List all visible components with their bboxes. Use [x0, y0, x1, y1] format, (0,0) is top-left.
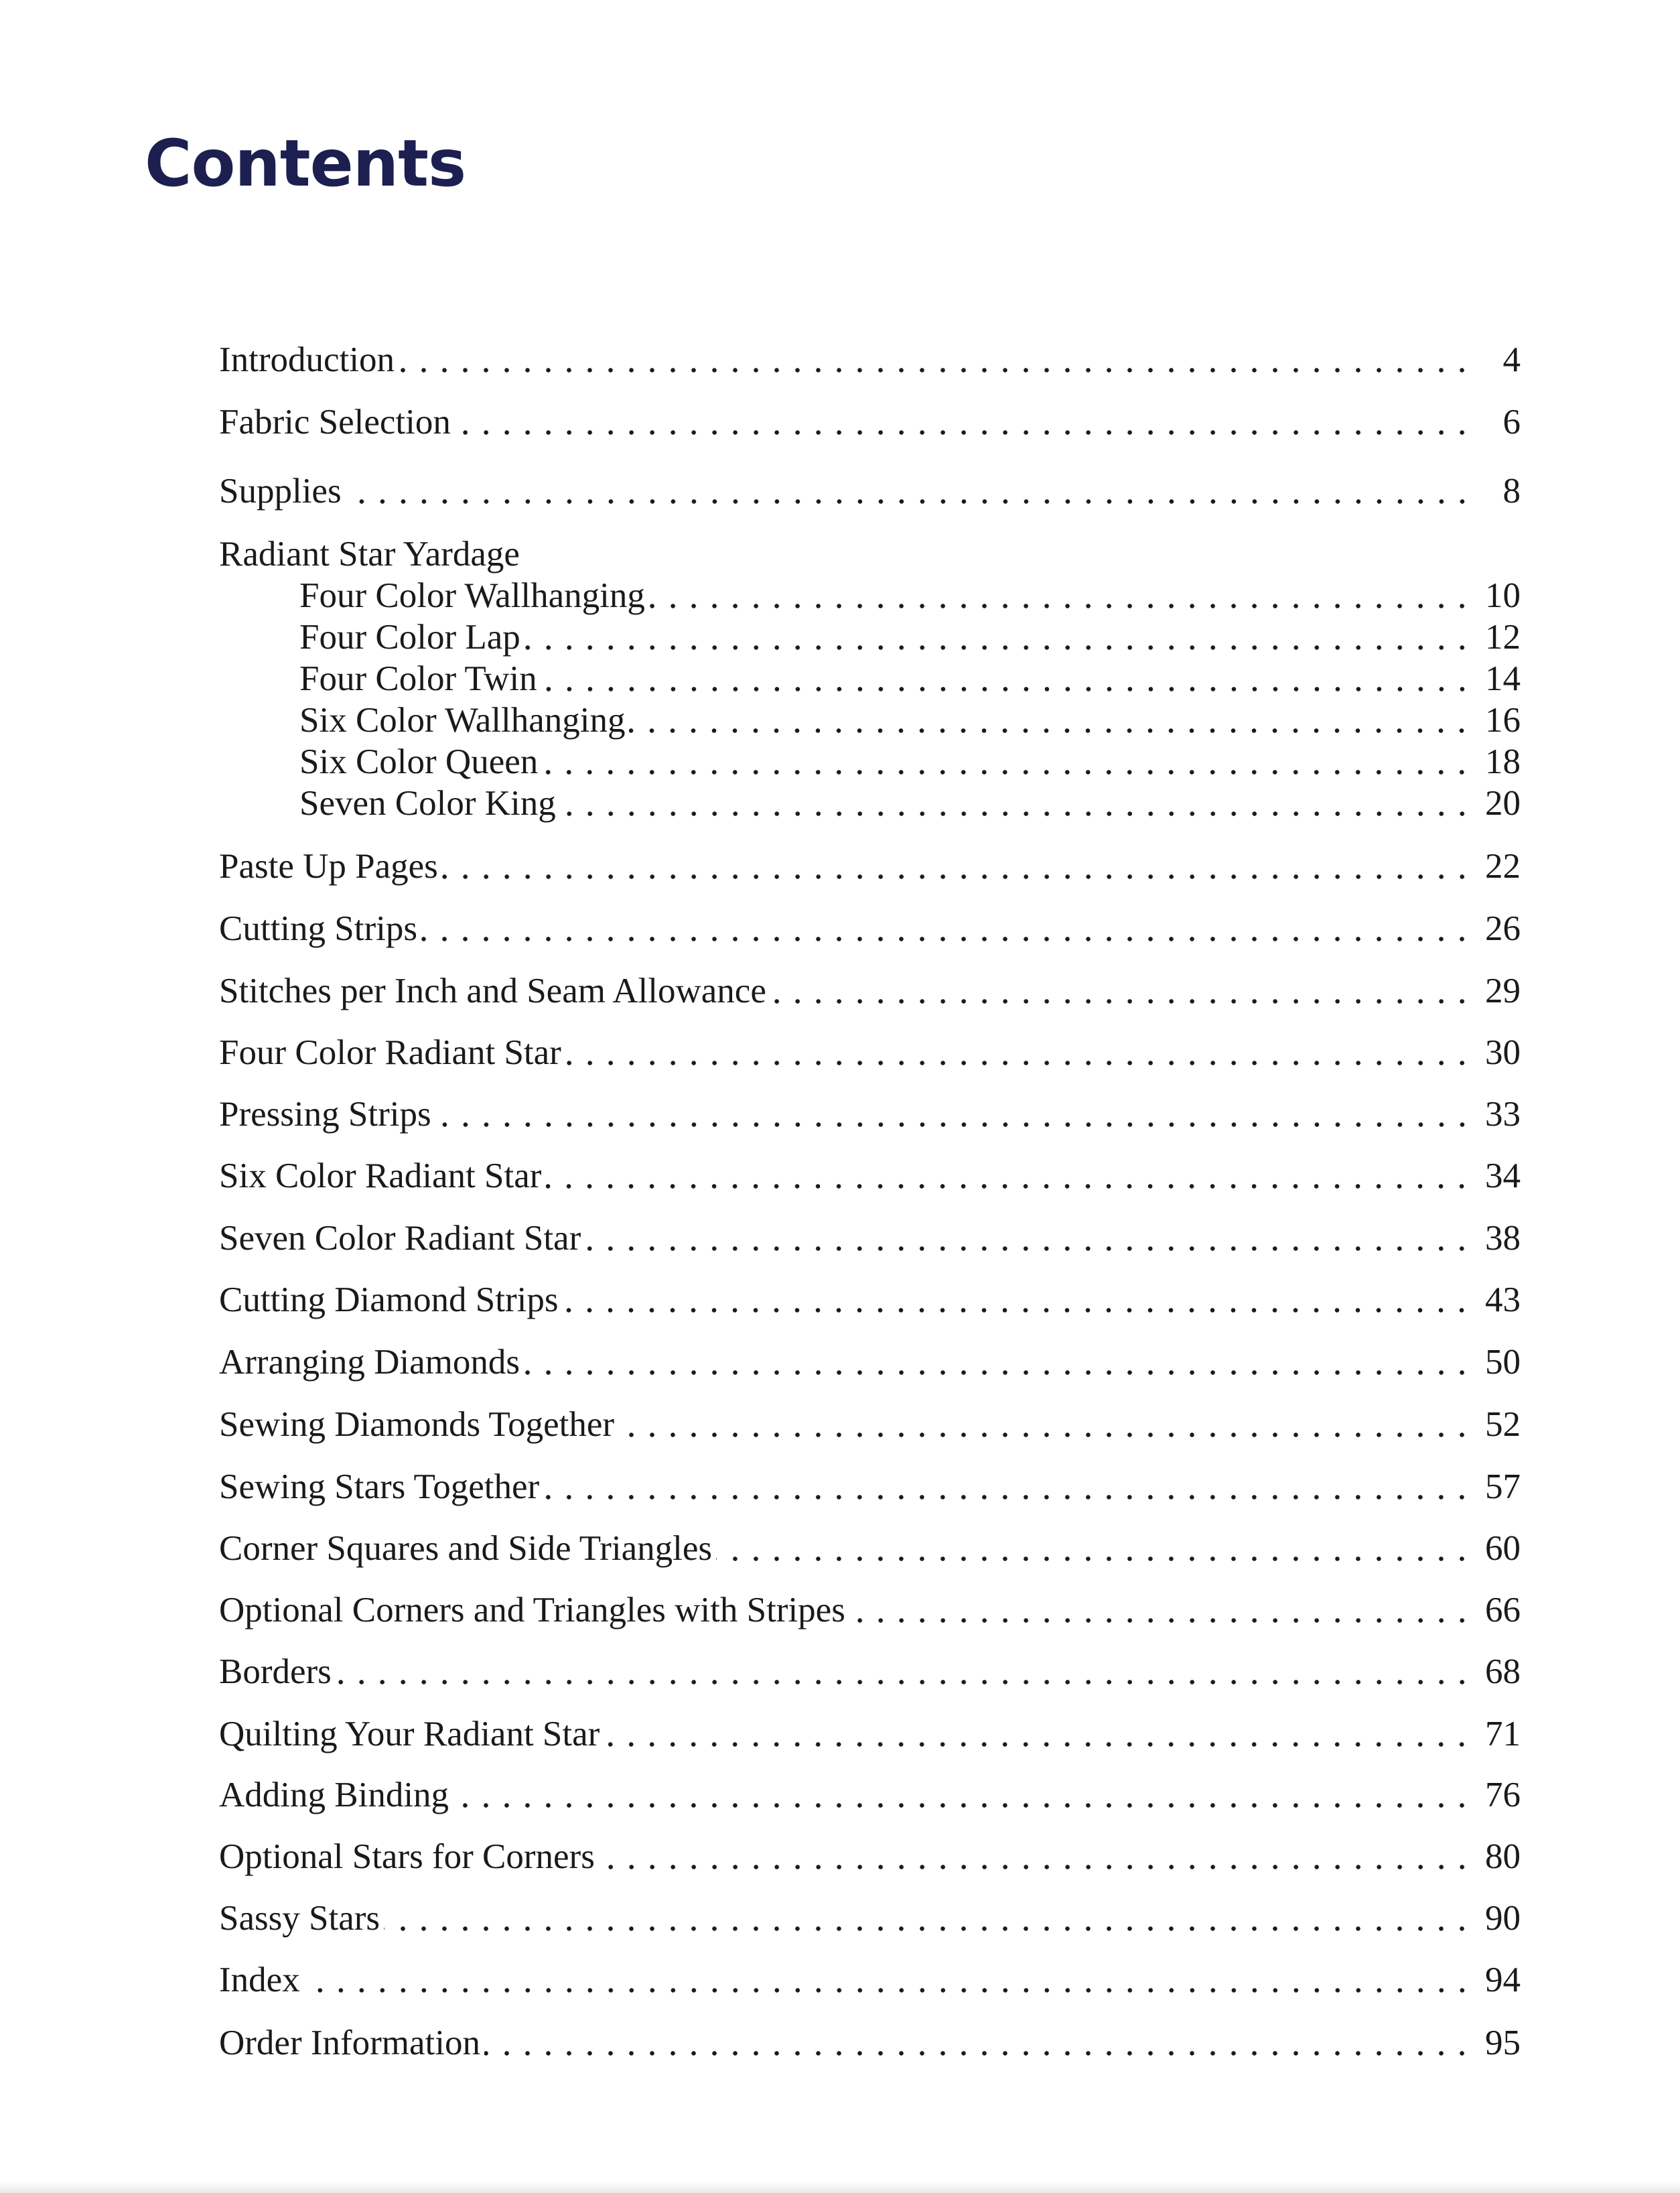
toc-entry-page: 60: [1485, 1529, 1521, 1568]
toc-entry-title: Seven Color Radiant Star: [219, 1219, 581, 1258]
toc-entry-page: 18: [1485, 742, 1521, 781]
dot-leader: [455, 401, 1472, 443]
toc-entry[interactable]: [219, 1404, 1521, 1445]
toc-entry-page: 50: [1485, 1343, 1521, 1382]
toc-entry[interactable]: [219, 1959, 1521, 2001]
toc-entry-title: Six Color Queen: [299, 742, 539, 781]
toc-entry-title: Sassy Stars: [219, 1899, 380, 1938]
toc-entry-page: 66: [1485, 1591, 1521, 1630]
toc-entry-page: 80: [1485, 1837, 1521, 1876]
toc-entry[interactable]: [219, 1774, 1521, 1816]
toc-entry-title: Four Color Wallhanging: [299, 576, 645, 615]
dot-leader: [545, 1155, 1472, 1197]
toc-entry-page: 68: [1485, 1652, 1521, 1691]
toc-entry-title: Six Color Wallhanging: [299, 701, 626, 740]
toc-entry-page: 26: [1485, 909, 1521, 948]
dot-leader: [384, 1898, 1472, 1939]
toc-entry-title: Seven Color King: [299, 784, 556, 823]
toc-entry-page: 33: [1485, 1095, 1521, 1134]
toc-entry[interactable]: [219, 970, 1521, 1012]
dot-leader: [435, 1093, 1472, 1135]
scan-edge-shadow: [0, 2181, 1680, 2193]
toc-entry[interactable]: [219, 846, 1521, 887]
toc-entry-page: 43: [1485, 1280, 1521, 1319]
toc-entry[interactable]: [219, 1217, 1521, 1259]
toc-entry-title: Cutting Strips: [219, 909, 417, 948]
toc-entry-supplies[interactable]: [219, 470, 1521, 512]
dot-leader: [524, 1341, 1472, 1383]
toc-entry-page: 8: [1502, 472, 1521, 511]
toc-entry-page: 29: [1485, 972, 1521, 1010]
toc-entry[interactable]: [219, 1466, 1521, 1508]
toc-subentry[interactable]: [299, 700, 1521, 741]
toc-entry-title: Sewing Stars Together: [219, 1467, 540, 1506]
toc-entry[interactable]: [219, 1528, 1521, 1569]
toc-entry-page: 57: [1485, 1467, 1521, 1506]
toc-subentry[interactable]: [299, 575, 1521, 616]
toc-entry[interactable]: [219, 1032, 1521, 1073]
toc-entry-fabric-selection[interactable]: [219, 401, 1521, 443]
dot-leader: [649, 575, 1472, 616]
toc-entry-title: Optional Corners and Triangles with Stripes: [219, 1591, 845, 1630]
toc-entry-page: 52: [1485, 1405, 1521, 1444]
toc-subentry[interactable]: [299, 616, 1521, 658]
dot-leader: [599, 1836, 1472, 1877]
toc-entry-title: Paste Up Pages: [219, 847, 438, 886]
toc-entry-page: 16: [1485, 701, 1521, 740]
toc-entry[interactable]: [219, 1898, 1521, 1939]
toc-entry-title: Borders: [219, 1652, 332, 1691]
dot-leader: [442, 846, 1472, 887]
dot-leader: [541, 658, 1472, 700]
toc-entry-page: 22: [1485, 847, 1521, 886]
toc-entry-page: 95: [1485, 2023, 1521, 2062]
toc-entry[interactable]: [219, 1589, 1521, 1631]
toc-entry-title: Cutting Diamond Strips: [219, 1280, 559, 1319]
toc-subentry[interactable]: [299, 783, 1521, 824]
toc-entry-title: Six Color Radiant Star: [219, 1156, 542, 1195]
toc-entry-title: Four Color Radiant Star: [219, 1033, 561, 1072]
toc-entry-page: 34: [1485, 1156, 1521, 1195]
dot-leader: [604, 1713, 1472, 1755]
toc-entry-title: Order Information: [219, 2023, 480, 2062]
toc-entry-title: Index: [219, 1961, 300, 1999]
toc-entry[interactable]: [219, 1836, 1521, 1877]
toc-entry-title: Quilting Your Radiant Star: [219, 1715, 600, 1753]
toc-entry-page: 38: [1485, 1219, 1521, 1258]
toc-entry-introduction[interactable]: [219, 339, 1521, 381]
dot-leader: [716, 1528, 1472, 1569]
toc-entry-page: 12: [1485, 618, 1521, 657]
toc-entry-title: Fabric Selection: [219, 403, 451, 442]
page-title: Contents: [145, 126, 466, 201]
toc-entry-title: Sewing Diamonds Together: [219, 1405, 615, 1444]
toc-entry-title: Arranging Diamonds: [219, 1343, 520, 1382]
dot-leader: [849, 1589, 1472, 1631]
dot-leader: [542, 741, 1472, 783]
dot-leader: [346, 470, 1472, 512]
toc-entry-page: 14: [1485, 659, 1521, 698]
dot-leader: [336, 1651, 1472, 1692]
dot-leader: [585, 1217, 1472, 1259]
dot-leader: [543, 1466, 1472, 1508]
toc-subentry[interactable]: [299, 658, 1521, 700]
dot-leader: [304, 1959, 1472, 2001]
toc-entry-page: 76: [1485, 1776, 1521, 1814]
toc-entry[interactable]: [219, 1713, 1521, 1755]
dot-leader: [562, 1279, 1472, 1321]
toc-group-heading: Radiant Star Yardage: [219, 535, 520, 574]
toc-entry[interactable]: [219, 1341, 1521, 1383]
dot-leader: [524, 616, 1472, 658]
toc-entry-page: 71: [1485, 1715, 1521, 1753]
toc-entry-title: Four Color Twin: [299, 659, 537, 698]
toc-entry-page: 20: [1485, 784, 1521, 823]
toc-entry[interactable]: [219, 1651, 1521, 1692]
toc-entry-page: 10: [1485, 576, 1521, 615]
dot-leader: [399, 339, 1472, 381]
toc-entry-title: Introduction: [219, 340, 395, 379]
toc-entry[interactable]: [219, 1279, 1521, 1321]
dot-leader: [560, 783, 1472, 824]
toc-entry-title: Four Color Lap: [299, 618, 520, 657]
toc-entry[interactable]: [219, 2022, 1521, 2064]
toc-subentry[interactable]: [299, 741, 1521, 783]
toc-entry[interactable]: [219, 1155, 1521, 1197]
dot-leader: [629, 700, 1472, 741]
dot-leader: [770, 970, 1472, 1012]
dot-leader: [565, 1032, 1472, 1073]
toc-entry-title: Pressing Strips: [219, 1095, 431, 1134]
toc-entry-page: 94: [1485, 1961, 1521, 1999]
toc-entry[interactable]: [219, 1093, 1521, 1135]
dot-leader: [618, 1404, 1472, 1445]
toc-entry-page: 4: [1502, 340, 1521, 379]
toc-entry-page: 30: [1485, 1033, 1521, 1072]
toc-entry-title: Adding Binding: [219, 1776, 449, 1814]
toc-entry-page: 6: [1502, 403, 1521, 442]
toc-entry-page: 90: [1485, 1899, 1521, 1938]
toc-entry[interactable]: [219, 908, 1521, 949]
toc-entry-title: Optional Stars for Corners: [219, 1837, 595, 1876]
dot-leader: [421, 908, 1472, 949]
toc-entry-title: Corner Squares and Side Triangles: [219, 1529, 713, 1568]
toc-entry-title: Stitches per Inch and Seam Allowance: [219, 972, 766, 1010]
dot-leader: [484, 2022, 1472, 2064]
toc-entry-title: Supplies: [219, 472, 342, 511]
dot-leader: [453, 1774, 1472, 1816]
